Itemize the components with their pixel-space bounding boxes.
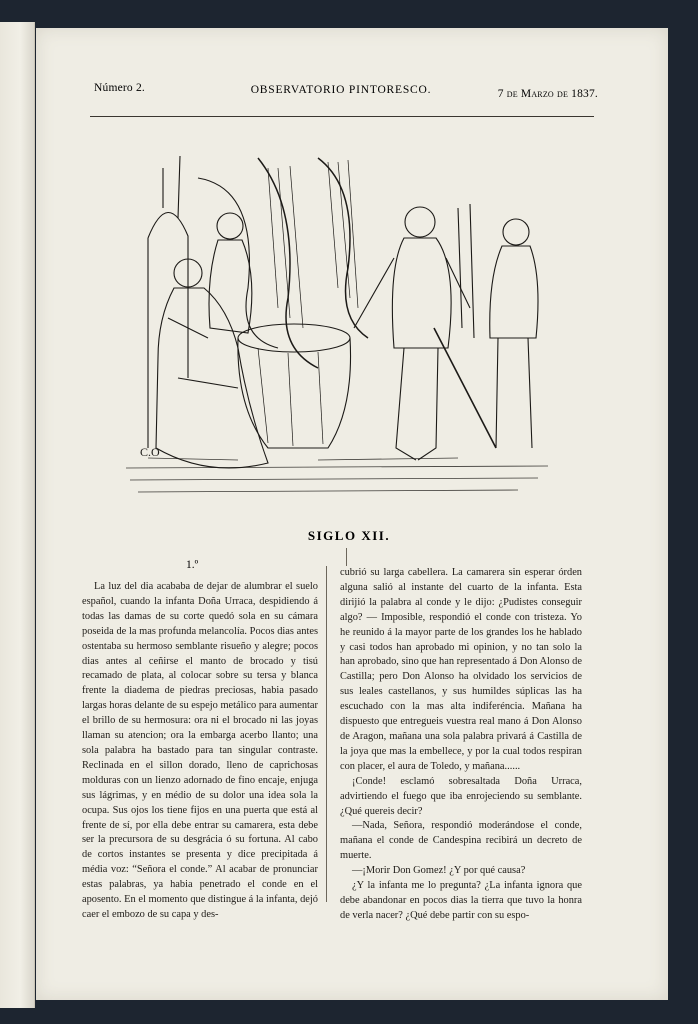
svg-text:C.O: C.O [140,445,160,459]
article-left-column [82,580,318,923]
paragraph: La luz del dia acababa de dejar de alumbrar el suelo español, cuando la infanta Doña Urraca, despidiendo á todas las damas de su corte quedó sola en su cámara poseida de la mas profunda melancolía. Pocos dias antes ostentaba su hermoso semblante risueño y alegre; pocos dias antes al ceñirse el manto de brocado y tisú recamado de plata, al colocar sobre su tersa y blanca frente la diadema de piedras preciosas, habia pasado largas horas delante de su espejo metálico para aumentar el brillo de su hermosura: ora ni el brocado ni las joyas llaman su atencion; ora la embarga acerbo llanto; una sola palabra ha bastado para tan singular contraste. Reclinada en el sillon dorado, lleno de caprichosas molduras con un lienzo adornado de fino encaje, enjuga sus lágrimas, y en médio de su dolor una idea sola la ocupa. Sus ojos los tiene fijos en una puerta que está al frente de sí, por ella debe entrar su camarera, esta debe ser la precursora de su desgrácia ó su fortuna. Al cabo de cortos instantes se presenta y dice precipitada á média voz: “Señora el conde.” Al acabar de pronunciar estas palabras, ya habia penetrado el conde en el aposento. En el momento que distingue á la infanta, dejó caer el embozo de su capa y des- [82,581,318,920]
section-title: SIGLO XII. [307,528,391,543]
paragraph: cubrió su larga cabellera. La camarera sin esperar órden alguna salió al instante del cuarto de la infanta. Esta dirijió la palabra al conde y le dijo: ¿Pudistes conseguir algo? — Imposible, respondió el conde con tristeza. Yo he reunido á la mayor parte de los grandes los he hablado y casi todos han aprobado mi opinion, y no tan solo la han aprobado, sino que han representado á Don Alonso de Castilla; pero Don Alonso ha olvidado los servicios de sus leales castellanos, y sus humildes súplicas las ha escuchado con la mas alta indiferéncia. Mañana ha dispuesto que entregueis vuestra real mano á Don Alonso de Aragon, mañana una sola palabra privará á Castilla de la joya que mas la embellece, y por la cual todos respiran con placer, el aura de Toledo, y mañana...... [340,567,582,772]
journal-title: OBSERVATORIO PINTORESCO. [250,84,432,96]
paragraph: ¿Y la infanta me lo pregunta? ¿La infanta ignora que debe abandonar en pocos dias la tierra que tuvo la honra de verla nacer? ¿Qué debe partir con su espo- [340,880,582,921]
page-header [92,80,598,106]
issue-date: 7 de Marzo de 1837. [497,88,598,100]
paragraph: —¡Morir Don Gomez! ¿Y por qué causa? [352,865,526,877]
adjacent-page-edge [0,22,35,1008]
paragraph: —Nada, Señora, respondió moderándose el conde, mañana el conde de Candespina recibirá un decreto de muerte. [340,820,582,862]
article-right-column [340,566,582,924]
engraving-two-ladies-and-two-knights-icon [118,148,560,510]
header-rule [90,116,594,117]
issue-number: Número 2. [94,82,145,94]
column-divider [326,566,327,902]
column-divider-top [346,548,347,566]
paragraph: ¡Conde! esclamó sobresaltada Doña Urraca, advirtiendo el fuego que iba enrojeciendo su semblante. ¿Qué quereis decir? [340,775,582,817]
chapter-number: 1.º [186,559,199,571]
